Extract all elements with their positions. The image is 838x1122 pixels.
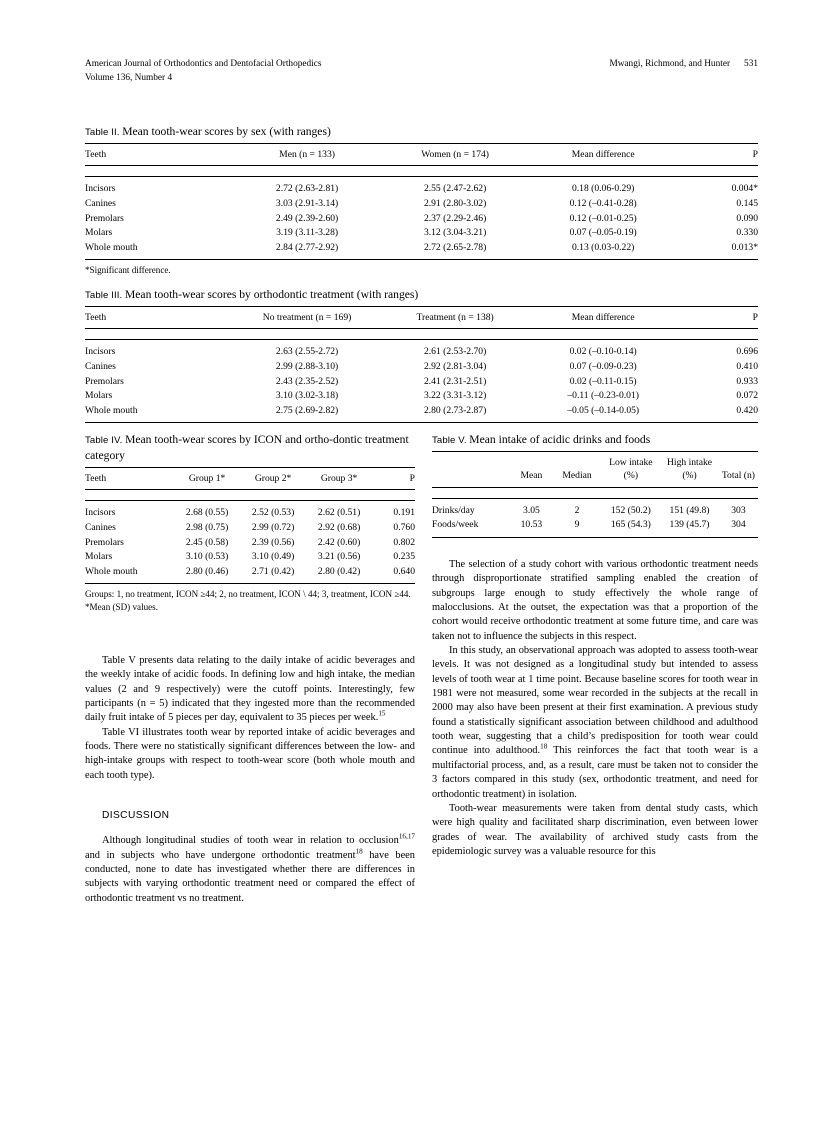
paragraph-discussion-1: [85, 834, 415, 906]
cell-meandiff: 0.12 (–0.01-0.25): [569, 212, 637, 224]
cell-p: 0.145: [736, 197, 758, 209]
citation-15: 15: [378, 709, 386, 718]
table-5: [432, 432, 758, 538]
citation-18: 18: [540, 743, 548, 751]
cell-treat: 2.92 (2.81-3.04): [423, 360, 487, 372]
cell-group2: 2.71 (0.42): [240, 565, 306, 584]
cell-total: 304: [719, 518, 758, 537]
body-column-left: [85, 654, 415, 906]
paragraph-table6-ref: [85, 726, 415, 783]
cell-teeth: Canines: [85, 521, 116, 533]
cell-median: 2: [574, 504, 580, 516]
cell-notreat: 2.43 (2.35-2.52): [275, 375, 339, 387]
cell-p: 0.640: [372, 565, 415, 584]
cell-women: 2.91 (2.80-3.02): [423, 197, 487, 209]
table-row: [85, 389, 758, 404]
cell-low-intake: 165 (54.3): [602, 518, 661, 537]
cell-notreat: 2.75 (2.69-2.82): [233, 404, 381, 423]
cell-meandiff: 0.13 (0.03-0.22): [529, 241, 677, 260]
cell-group1: 3.10 (0.53): [185, 551, 229, 563]
table-4: [85, 432, 415, 614]
cell-group1: 2.98 (0.75): [185, 521, 229, 533]
cell-men: 2.49 (2.39-2.60): [275, 212, 339, 224]
cell-p: 0.013*: [677, 241, 758, 260]
table-row: [85, 520, 415, 535]
table-3-label: Table III.: [85, 290, 123, 301]
cell-low-intake: 152 (50.2): [610, 504, 651, 516]
cell-meandiff: 0.18 (0.06-0.29): [571, 183, 635, 195]
cell-category: Drinks/day: [432, 504, 475, 516]
table-5-col-low-line2: (%): [623, 470, 639, 482]
article-authors: Mwangi, Richmond, and Hunter: [609, 59, 731, 69]
cell-men: 2.72 (2.63-2.81): [275, 183, 339, 195]
cell-p: 0.802: [393, 536, 415, 548]
cell-women: 2.72 (2.65-2.78): [381, 241, 529, 260]
table-2-col-teeth: Teeth: [85, 144, 233, 166]
cell-group3: 3.21 (0.56): [317, 551, 361, 563]
cell-group3: 2.80 (0.42): [306, 565, 372, 584]
table-2-col-women: Women (n = 174): [381, 144, 529, 166]
cell-p: 0.410: [736, 360, 758, 372]
cell-group3: 2.92 (0.68): [317, 521, 361, 533]
table-5-col-median: Median: [553, 452, 602, 488]
journal-name: American Journal of Orthodontics and Dentofacial Orthopedics: [85, 59, 322, 69]
paragraph-text: Although longitudinal studies of tooth wear in relation to occlusion: [102, 835, 399, 847]
table-4-header-rule: [85, 490, 415, 501]
table-3-col-p: P: [677, 307, 758, 329]
table-4-col-group3: Group 3*: [306, 468, 372, 490]
paragraph-text: illustrates tooth wear by reported intake of acidic beverages and foods. There were no statistically significant differences between the low- and high-intake groups with respect to tooth-wear score (both whole mouth and each tooth type).: [85, 726, 415, 781]
cell-teeth: Incisors: [85, 346, 116, 358]
table-6-crossref: Table VI: [102, 726, 140, 738]
page-number: 531: [744, 59, 758, 69]
cell-total: 303: [731, 504, 746, 516]
table-2: [85, 124, 758, 277]
cell-group1: 2.45 (0.58): [185, 536, 229, 548]
body-column-right: [432, 558, 758, 859]
cell-notreat: 2.99 (2.88-3.10): [275, 360, 339, 372]
table-row: [85, 211, 758, 226]
table-5-col-low-line1: Low intake: [609, 456, 653, 468]
table-row: [85, 359, 758, 374]
table-row: [85, 241, 758, 260]
table-5-header-rule: [432, 487, 758, 498]
cell-women: 2.55 (2.47-2.62): [423, 183, 487, 195]
table-5-col-low-intake: [602, 452, 661, 488]
table-3-grid: [85, 306, 758, 423]
table-row: [85, 501, 415, 521]
table-row: [432, 498, 758, 518]
cell-mean: 3.05: [523, 504, 540, 516]
cell-teeth: Whole mouth: [85, 565, 174, 584]
cell-high-intake: 151 (49.8): [669, 504, 710, 516]
table-row: [85, 374, 758, 389]
cell-treat: 3.22 (3.31-3.12): [423, 390, 487, 402]
table-4-caption: [85, 432, 415, 464]
cell-men: 3.03 (2.91-3.14): [275, 197, 339, 209]
cell-p: 0.330: [736, 227, 758, 239]
table-row: [432, 518, 758, 537]
cell-p: 0.235: [393, 551, 415, 563]
table-3-header-rule: [85, 329, 758, 340]
cell-group2: 3.10 (0.49): [251, 551, 295, 563]
cell-notreat: 3.10 (3.02-3.18): [275, 390, 339, 402]
cell-men: 2.84 (2.77-2.92): [233, 241, 381, 260]
cell-teeth: Incisors: [85, 507, 116, 519]
cell-teeth: Premolars: [85, 375, 124, 387]
cell-high-intake: 139 (45.7): [660, 518, 719, 537]
cell-women: 3.12 (3.04-3.21): [423, 227, 487, 239]
cell-group3: 2.62 (0.51): [317, 507, 361, 519]
paragraph-text: In this study, an observational approach was adopted to assess tooth-wear levels. It was not designed as a longitudinal study but intended to assess levels of tooth wear at 1 time point. Because baseline scores for tooth wear in 1981 were not measured, some wear recorded in the subjects at the recall in 2000 may also have been present at their first examination. A previous study found a statistically significant association between childhood and adulthood tooth wear, suggesting that a child’s predisposition for tooth wear could continue into adulthood.: [432, 645, 758, 757]
cell-meandiff: 0.02 (–0.10-0.14): [569, 346, 637, 358]
table-5-grid: [432, 451, 758, 538]
cell-group2: 2.39 (0.56): [251, 536, 295, 548]
cell-teeth: Premolars: [85, 212, 124, 224]
cell-group3: 2.42 (0.60): [317, 536, 361, 548]
cell-category: Foods/week: [432, 518, 510, 537]
table-4-label: Table IV.: [85, 435, 123, 446]
table-4-title: Mean tooth-wear scores by ICON and ortho-dontic treatment category: [85, 433, 409, 462]
table-5-col-high-line2: (%): [682, 470, 697, 482]
table-row: [85, 535, 415, 550]
table-row: [85, 404, 758, 423]
table-row: [85, 565, 415, 584]
table-5-col-high-intake: [660, 452, 719, 488]
cell-teeth: Canines: [85, 360, 116, 372]
table-2-col-men: Men (n = 133): [233, 144, 381, 166]
cell-teeth: Molars: [85, 551, 113, 563]
table-row: [85, 550, 415, 565]
cell-men: 3.19 (3.11-3.28): [276, 227, 339, 239]
cell-meandiff: 0.07 (–0.05-0.19): [569, 227, 637, 239]
table-5-crossref: Table V: [102, 655, 136, 666]
paragraph-text: This reinforces the fact that tooth wear is a multifactorial process, and, as a result, care must be taken not to consider the 3 factors compared in this study (sex, orthodontic treatment, and need for orthodontic treatment) in isolation.: [432, 745, 758, 800]
table-2-footnote: *Significant difference.: [85, 265, 171, 276]
table-row: [85, 196, 758, 211]
cell-p: 0.090: [736, 212, 758, 224]
table-2-title: Mean tooth-wear scores by sex (with ranges): [122, 125, 331, 138]
citation-18: 18: [355, 847, 363, 856]
table-4-col-teeth: Teeth: [85, 468, 174, 490]
table-3-title: Mean tooth-wear scores by orthodontic treatment (with ranges): [124, 288, 419, 301]
cell-meandiff: 0.12 (–0.41-0.28): [569, 197, 637, 209]
table-row: [85, 226, 758, 241]
table-2-label: Table II.: [85, 127, 120, 138]
table-3-col-treat: Treatment (n = 138): [381, 307, 529, 329]
cell-teeth: Whole mouth: [85, 241, 233, 260]
cell-p: 0.004*: [731, 183, 758, 195]
cell-teeth: Molars: [85, 227, 113, 239]
cell-teeth: Premolars: [85, 536, 124, 548]
table-5-col-mean: Mean: [510, 452, 552, 488]
cell-p: 0.760: [393, 521, 415, 533]
cell-p: 0.072: [736, 390, 758, 402]
table-3-col-teeth: Teeth: [85, 307, 233, 329]
cell-group2: 2.99 (0.72): [251, 521, 295, 533]
table-4-footnote-star: *Mean (SD) values.: [85, 601, 158, 612]
cell-p: 0.420: [677, 404, 758, 423]
cell-group1: 2.68 (0.55): [185, 507, 229, 519]
paragraph-measurements: Tooth-wear measurements were taken from dental study casts, which were high quality and facilitated sharp discrimination, even between lower grades of wear. The availability of archived study casts from the epidemiologic survey was a valuable resource for this: [432, 802, 758, 857]
table-5-col-total: Total (n): [719, 452, 758, 488]
cell-meandiff: –0.11 (–0.23-0.01): [567, 390, 639, 402]
paragraph-text: have been conducted, none to date has investigated whether there are differences in subjects with varying orthodontic treatment need or compared the effect of orthodontic treatment vs no treatment.: [85, 849, 415, 904]
table-2-grid: [85, 143, 758, 260]
table-3-caption: [85, 287, 758, 303]
table-2-caption: [85, 124, 758, 140]
table-4-footnote-groups: Groups: 1, no treatment, ICON ≥44; 2, no treatment, ICON \ 44; 3, treatment, ICON ≥44.: [85, 589, 411, 600]
paragraph-text: and in subjects who have undergone orthodontic treatment: [85, 849, 356, 861]
running-head: [85, 58, 758, 85]
cell-teeth: Whole mouth: [85, 404, 233, 423]
table-4-col-p: P: [372, 468, 415, 490]
table-3-col-meandiff: Mean difference: [529, 307, 677, 329]
cell-p: 0.696: [736, 346, 758, 358]
paragraph-table5-ref: [85, 654, 415, 726]
paragraph-text: presents data relating to the daily intake of acidic beverages and the weekly intake of acidic foods. In defining low and high intake, the median values (2 and 9 respectively) were the cutoff points. Interestingly, few participants (n = 5) indicated that they ingested more than the recommended daily fruit intake of 5 pieces per day, equivalent to 35 pieces per week.: [85, 655, 416, 724]
table-2-col-p: P: [677, 144, 758, 166]
cell-mean: 10.53: [510, 518, 552, 537]
cell-teeth: Molars: [85, 390, 113, 402]
table-3-col-notreat: No treatment (n = 169): [233, 307, 381, 329]
table-4-grid: [85, 467, 415, 584]
table-row: [85, 177, 758, 197]
volume-issue: Volume 136, Number 4: [85, 73, 173, 84]
table-4-col-group1: Group 1*: [174, 468, 240, 490]
cell-p: 0.933: [736, 375, 758, 387]
cell-women: 2.37 (2.29-2.46): [423, 212, 487, 224]
paragraph-cohort-selection: The selection of a study cohort with various orthodontic treatment needs through disproportionate stratified sampling enabled the creation of subgroups large enough to study effectively the whole range of malocclusions. At the outset, the expectation was that a proportion of the cohort would receive orthodontic treatment at some future time, and care was taken not to influence the subjects in this respect.: [432, 559, 758, 642]
cell-teeth: Incisors: [85, 183, 116, 195]
table-5-col-blank: [432, 452, 510, 488]
cell-notreat: 2.63 (2.55-2.72): [275, 346, 339, 358]
cell-meandiff: 0.07 (–0.09-0.23): [569, 360, 637, 372]
cell-median: 9: [553, 518, 602, 537]
citation-16-17: 16,17: [398, 832, 415, 841]
table-5-col-high-line1: High intake: [666, 456, 713, 468]
table-row: [85, 340, 758, 360]
cell-treat: 2.80 (2.73-2.87): [381, 404, 529, 423]
cell-teeth: Canines: [85, 197, 116, 209]
table-5-label: Table V.: [432, 435, 467, 446]
cell-group2: 2.52 (0.53): [251, 507, 295, 519]
cell-meandiff: 0.02 (–0.11-0.15): [569, 375, 637, 387]
table-5-title: Mean intake of acidic drinks and foods: [469, 433, 651, 446]
cell-p: 0.191: [393, 507, 415, 519]
table-2-header-rule: [85, 166, 758, 177]
table-5-caption: [432, 432, 758, 448]
table-4-col-group2: Group 2*: [240, 468, 306, 490]
cell-meandiff: –0.05 (–0.14-0.05): [529, 404, 677, 423]
table-2-col-meandiff: Mean difference: [529, 144, 677, 166]
cell-treat: 2.41 (2.31-2.51): [423, 375, 487, 387]
section-heading-discussion: DISCUSSION: [102, 810, 170, 822]
table-3: [85, 287, 758, 423]
cell-group1: 2.80 (0.46): [174, 565, 240, 584]
paragraph-observational-approach: [432, 644, 758, 802]
cell-treat: 2.61 (2.53-2.70): [423, 346, 487, 358]
